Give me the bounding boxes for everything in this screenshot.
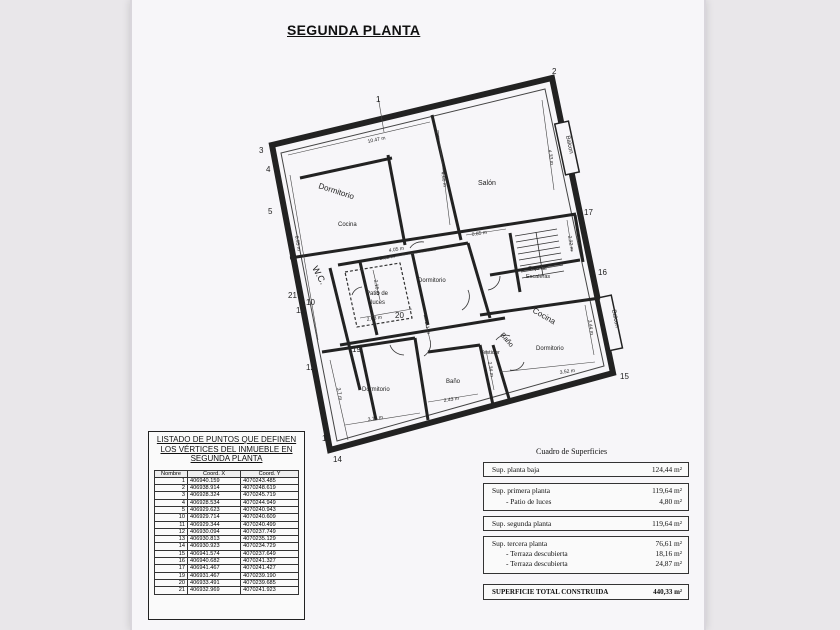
point-name: 16 bbox=[155, 558, 188, 565]
primera-value: 119,64 m² bbox=[652, 486, 682, 495]
baja-label: Sup. planta baja bbox=[492, 465, 540, 474]
point-name: 11 bbox=[155, 521, 188, 528]
table-row bbox=[155, 514, 299, 521]
room-vestidor: Vestidor bbox=[480, 350, 500, 356]
table-row bbox=[155, 477, 299, 484]
point-coord-y: 4070239.190 bbox=[241, 572, 299, 579]
terraza1-label: - Terraza descubierta bbox=[506, 549, 568, 558]
tercera-value: 76,61 m² bbox=[655, 539, 682, 548]
table-row bbox=[155, 579, 299, 586]
points-table-head-row bbox=[155, 470, 299, 477]
dim-208: 2.08 m bbox=[366, 314, 383, 323]
dim-37: 3.7 m bbox=[335, 387, 344, 401]
point-coord-y: 4070240.499 bbox=[241, 521, 299, 528]
dim-695: 6.95 m bbox=[293, 235, 302, 252]
vertex-2: 2 bbox=[552, 67, 557, 76]
table-row bbox=[155, 565, 299, 572]
table-row bbox=[155, 550, 299, 557]
point-name: 3 bbox=[155, 492, 188, 499]
point-name: 4 bbox=[155, 499, 188, 506]
point-coord-x: 406930.813 bbox=[188, 536, 241, 543]
point-coord-y: 4070237.649 bbox=[241, 550, 299, 557]
dim-222: 2.22 m bbox=[566, 235, 575, 252]
room-cocina: Cocina bbox=[338, 222, 357, 228]
point-coord-y: 4070241.327 bbox=[241, 558, 299, 565]
room-caja-line1: Caja de bbox=[528, 266, 547, 272]
handwritten-cocina: Cocina bbox=[531, 305, 558, 327]
room-caja-line2: Escaleras bbox=[526, 274, 551, 280]
point-coord-y: 4070243.485 bbox=[241, 477, 299, 484]
dim-466: 4.66 m bbox=[439, 171, 448, 188]
segunda-label: Sup. segunda planta bbox=[492, 519, 552, 528]
surface-row-segunda bbox=[483, 516, 689, 531]
vertex-5: 5 bbox=[268, 207, 273, 216]
point-coord-x: 406929.623 bbox=[188, 506, 241, 513]
point-coord-x: 406929.714 bbox=[188, 514, 241, 521]
vertex-17: 17 bbox=[584, 208, 593, 217]
vertex-13: 13 bbox=[322, 434, 331, 443]
room-dormitorio-right: Dormitorio bbox=[536, 346, 564, 352]
baja-value: 124,44 m² bbox=[651, 465, 682, 474]
point-coord-y: 4070240.609 bbox=[241, 514, 299, 521]
point-coord-x: 406928.324 bbox=[188, 492, 241, 499]
table-row bbox=[155, 543, 299, 550]
point-coord-x: 406930.094 bbox=[188, 528, 241, 535]
room-salon: Salón bbox=[478, 180, 496, 187]
vertex-12: 12 bbox=[306, 363, 315, 372]
room-dormitorio-left: Dormitorio bbox=[362, 387, 390, 393]
point-coord-y: 4070240.943 bbox=[241, 506, 299, 513]
dim-085: 0.85 m bbox=[471, 229, 488, 238]
dim-243: 2.43 m bbox=[443, 395, 460, 404]
point-coord-x: 406930.923 bbox=[188, 543, 241, 550]
table-row bbox=[155, 499, 299, 506]
primera-label: Sup. primera planta bbox=[492, 486, 551, 495]
points-header-line2: LOS VÉRTICES DEL INMUEBLE EN bbox=[160, 444, 293, 454]
point-name: 1 bbox=[155, 477, 188, 484]
room-dormitorio-top: Dormitorio bbox=[418, 278, 446, 284]
point-coord-y: 4070244.949 bbox=[241, 499, 299, 506]
room-patio-line2: luces bbox=[371, 300, 386, 306]
vertex-21: 21 bbox=[288, 291, 297, 300]
point-coord-y: 4070241.427 bbox=[241, 565, 299, 572]
vertex-3: 3 bbox=[259, 146, 264, 155]
room-bano: Baño bbox=[446, 379, 461, 385]
dim-344: 3.44 m bbox=[586, 319, 595, 336]
surfaces-table bbox=[483, 462, 689, 608]
vertex-16: 16 bbox=[598, 268, 607, 277]
table-row bbox=[155, 521, 299, 528]
col-coord-x: Coord. X bbox=[188, 470, 241, 477]
patio-label: - Patio de luces bbox=[506, 497, 552, 506]
dim-21: 2.1 m bbox=[423, 321, 432, 335]
points-header-line1: LISTADO DE PUNTOS QUE DEFINEN bbox=[156, 435, 297, 444]
point-coord-x: 406933.491 bbox=[188, 579, 241, 586]
table-row bbox=[155, 485, 299, 492]
point-coord-y: 4070241.923 bbox=[241, 587, 299, 594]
point-coord-x: 406929.344 bbox=[188, 521, 241, 528]
terraza1-value: 18,16 m² bbox=[655, 549, 682, 558]
point-coord-x: 406940.159 bbox=[188, 477, 241, 484]
segunda-value: 119,64 m² bbox=[652, 519, 682, 528]
table-row bbox=[155, 572, 299, 579]
dim-232: 2.32 m bbox=[379, 253, 396, 262]
point-coord-x: 406941.467 bbox=[188, 565, 241, 572]
tercera-label: Sup. tercera planta bbox=[492, 539, 548, 548]
dim-352: 3.52 m bbox=[559, 367, 576, 376]
terraza2-value: 24,87 m² bbox=[655, 559, 682, 568]
table-row bbox=[155, 528, 299, 535]
surfaces-title: Cuadro de Superficies bbox=[536, 447, 608, 456]
vertex-15: 15 bbox=[620, 372, 629, 381]
table-row bbox=[155, 492, 299, 499]
table-row bbox=[155, 536, 299, 543]
total-label: SUPERFICIE TOTAL CONSTRUIDA bbox=[492, 588, 609, 596]
point-coord-x: 406932.969 bbox=[188, 587, 241, 594]
col-coord-y: Coord. Y bbox=[241, 470, 299, 477]
surface-row-primera bbox=[483, 483, 689, 511]
point-coord-x: 406928.534 bbox=[188, 499, 241, 506]
point-coord-y: 4070235.129 bbox=[241, 536, 299, 543]
handwritten-wc: W.C. bbox=[310, 264, 329, 287]
dim-433: 4.33 m bbox=[546, 149, 555, 166]
vertex-19: 19 bbox=[352, 345, 361, 354]
dim-405: 4.05 m bbox=[388, 245, 405, 254]
vertex-1: 1 bbox=[376, 95, 381, 104]
point-name: 2 bbox=[155, 485, 188, 492]
table-row bbox=[155, 587, 299, 594]
vertex-20: 20 bbox=[395, 311, 404, 320]
handwritten-dormitorio: Dormitorio bbox=[317, 181, 356, 202]
point-name: 12 bbox=[155, 528, 188, 535]
col-nombre: Nombre bbox=[155, 470, 188, 477]
surface-row-baja bbox=[483, 462, 689, 477]
vertex-14: 14 bbox=[333, 455, 342, 464]
points-table-header bbox=[149, 432, 304, 466]
point-coord-y: 4070237.749 bbox=[241, 528, 299, 535]
points-table-body bbox=[155, 477, 299, 594]
terraza2-label: - Terraza descubierta bbox=[506, 559, 568, 568]
point-coord-y: 4070234.729 bbox=[241, 543, 299, 550]
surface-row-total bbox=[483, 584, 689, 600]
vertex-4: 4 bbox=[266, 165, 271, 174]
point-name: 19 bbox=[155, 572, 188, 579]
dim-1047: 10.47 m bbox=[367, 135, 387, 145]
point-name: 20 bbox=[155, 579, 188, 586]
point-coord-x: 406941.574 bbox=[188, 550, 241, 557]
surface-row-tercera bbox=[483, 536, 689, 574]
point-name: 15 bbox=[155, 550, 188, 557]
table-row bbox=[155, 558, 299, 565]
point-coord-x: 406931.467 bbox=[188, 572, 241, 579]
point-coord-y: 4070248.619 bbox=[241, 485, 299, 492]
point-name: 21 bbox=[155, 587, 188, 594]
point-name: 13 bbox=[155, 536, 188, 543]
point-name: 5 bbox=[155, 506, 188, 513]
room-patio-line1: Patio de bbox=[366, 291, 389, 297]
vertex-10: 10 bbox=[306, 298, 315, 307]
handwritten-bano: Baño bbox=[498, 331, 515, 349]
balcony-top-label: Balcon bbox=[564, 135, 574, 155]
point-coord-x: 406940.682 bbox=[188, 558, 241, 565]
point-name: 10 bbox=[155, 514, 188, 521]
dim-316: 3.16 m bbox=[367, 414, 384, 423]
plan-title: SEGUNDA PLANTA bbox=[287, 22, 421, 38]
vertex-11: 11 bbox=[296, 306, 305, 315]
point-coord-x: 406938.914 bbox=[188, 485, 241, 492]
patio-value: 4,80 m² bbox=[659, 497, 682, 506]
point-name: 17 bbox=[155, 565, 188, 572]
table-row bbox=[155, 506, 299, 513]
points-header-line3: SEGUNDA PLANTA bbox=[190, 454, 263, 463]
balcony-right-label: Balcon bbox=[610, 309, 620, 329]
dim-234: 2.34 m bbox=[486, 361, 495, 378]
dim-216: 2.16 m bbox=[372, 279, 381, 296]
point-coord-y: 4070239.685 bbox=[241, 579, 299, 586]
point-coord-y: 4070245.719 bbox=[241, 492, 299, 499]
total-value: 440,33 m² bbox=[653, 588, 682, 596]
points-table bbox=[154, 470, 299, 595]
point-name: 14 bbox=[155, 543, 188, 550]
vertex-points-table bbox=[148, 431, 305, 620]
